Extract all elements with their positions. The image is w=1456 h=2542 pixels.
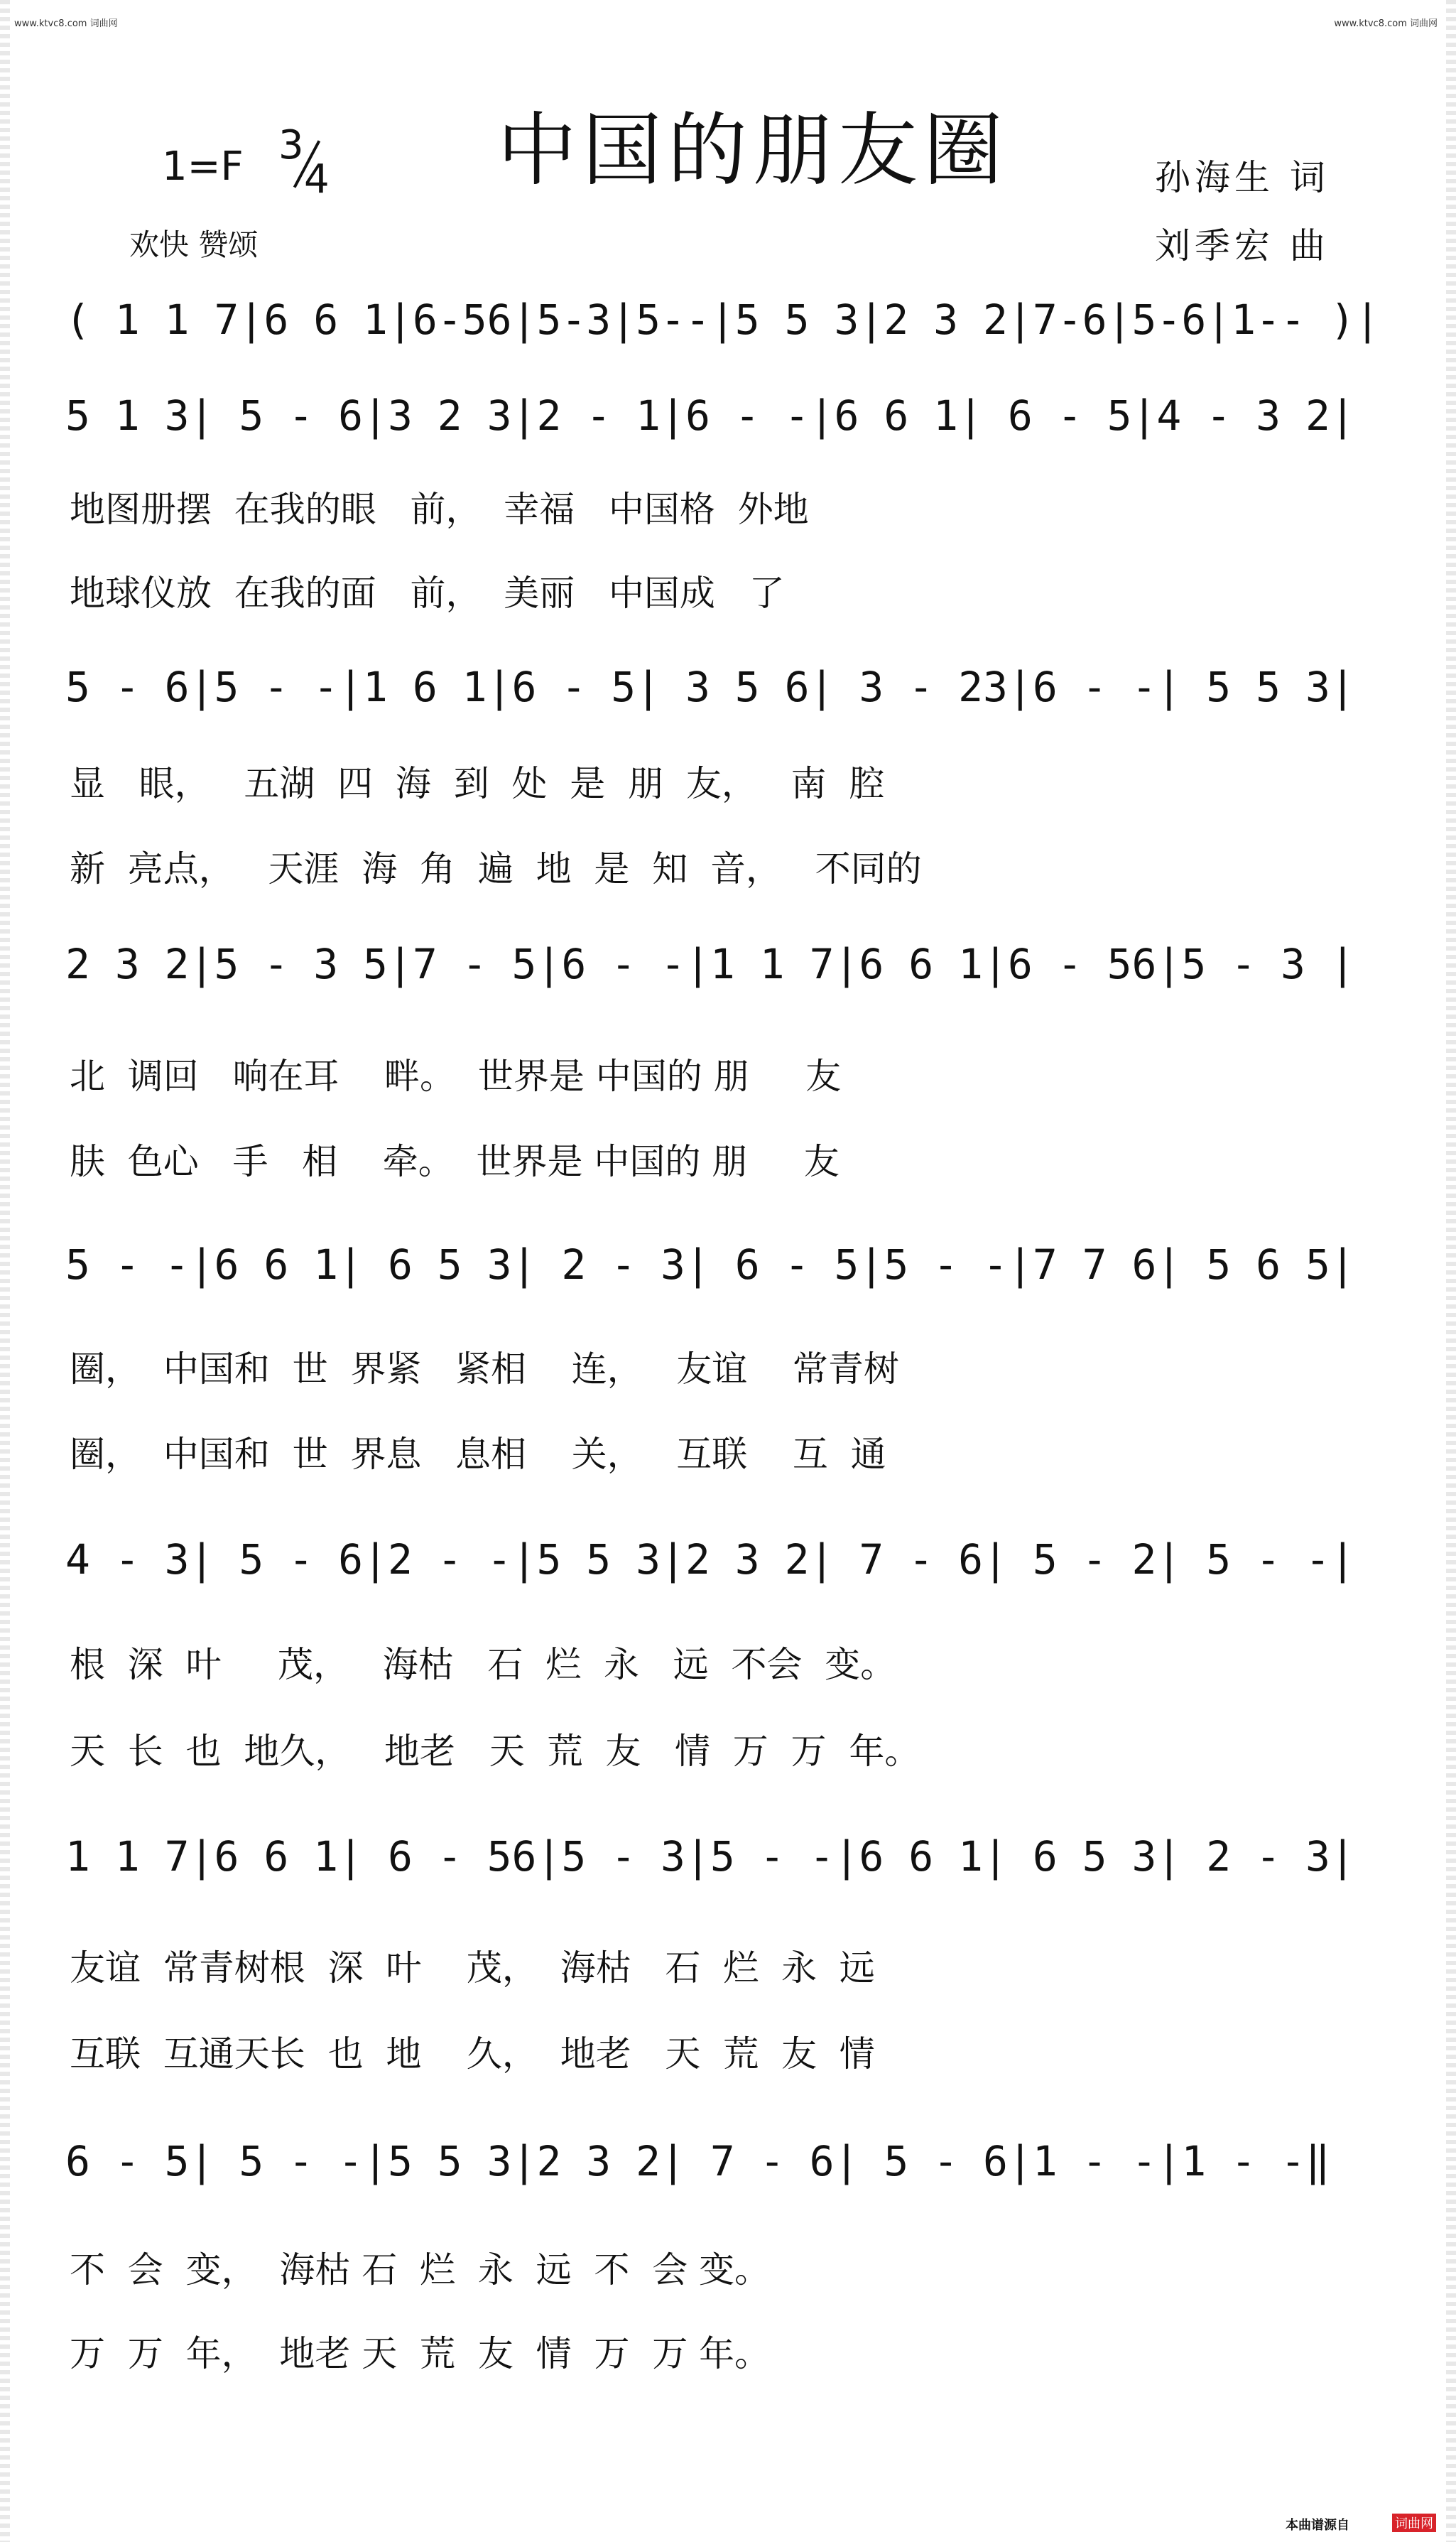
lyric-line-5-1: 圈， 中国和 世 界紧 紧相 连， 友谊 常青树 xyxy=(70,1348,899,1390)
notation-line-6: 4 - 3| 5 - 6|2 - -|5 5 3|2 3 2| 7 - 6| 5 - 2| 5 - -| xyxy=(65,1535,1355,1584)
lyric-line-3-2: 新 亮点， 天涯 海 角 遍 地 是 知 音， 不同的 xyxy=(70,848,922,889)
time-signature xyxy=(278,122,335,207)
footer-source: 本曲谱源自 xyxy=(1286,2518,1349,2533)
lyric-line-4-2: 肤 色心 手 相 牵。 世界是 中国的 朋 友 xyxy=(70,1141,840,1182)
footer-brand: 词曲网 xyxy=(1392,2514,1436,2532)
notation-line-3: 5 - 6|5 - -|1 6 1|6 - 5| 3 5 6| 3 - 23|6 - -| 5 5 3| xyxy=(65,663,1355,711)
lyric-line-7-1: 友谊 常青树根 深 叶 茂， 海枯 石 烂 永 远 xyxy=(70,1947,875,1989)
lyric-line-8-1: 不 会 变， 海枯 石 烂 永 远 不 会 变。 xyxy=(70,2249,771,2290)
lyric-line-8-2: 万 万 年， 地老 天 荒 友 情 万 万 年。 xyxy=(70,2333,771,2374)
notation-line-2: 5 1 3| 5 - 6|3 2 3|2 - 1|6 - -|6 6 1| 6 - 5|4 - 3 2| xyxy=(65,391,1355,440)
watermark-right: www.ktvc8.com 词曲网 xyxy=(1334,18,1438,29)
key-signature: 1=F xyxy=(162,144,244,190)
left-border xyxy=(0,0,10,2542)
notation-line-8: 6 - 5| 5 - -|5 5 3|2 3 2| 7 - 6| 5 - 6|1 - -|1 - -‖ xyxy=(65,2137,1330,2185)
lyric-line-4-1: 北 调回 响在耳 畔。 世界是 中国的 朋 友 xyxy=(70,1056,842,1097)
watermark-left: www.ktvc8.com 词曲网 xyxy=(14,18,118,29)
lyric-line-5-2: 圈， 中国和 世 界息 息相 关， 互联 互 通 xyxy=(70,1434,886,1475)
lyric-line-7-2: 互联 互通天长 也 地 久， 地老 天 荒 友 情 xyxy=(70,2033,875,2075)
time-denominator: 4 xyxy=(304,156,330,202)
song-title: 中国的朋友圈 xyxy=(497,104,1009,197)
right-border xyxy=(1446,0,1456,2542)
lyricist: 孙海生 词 xyxy=(1155,157,1330,198)
lyric-line-2-2: 地球仪放 在我的面 前， 美丽 中国成 了 xyxy=(70,573,785,614)
lyric-line-2-1: 地图册摆 在我的眼 前， 幸福 中国格 外地 xyxy=(70,489,809,530)
lyric-line-6-1: 根 深 叶 茂， 海枯 石 烂 永 远 不会 变。 xyxy=(70,1644,896,1685)
notation-line-4: 2 3 2|5 - 3 5|7 - 5|6 - -|1 1 7|6 6 1|6 - 56|5 - 3 | xyxy=(65,940,1355,988)
lyric-line-6-2: 天 长 也 地久， 地老 天 荒 友 情 万 万 年。 xyxy=(70,1731,920,1772)
notation-line-7: 1 1 7|6 6 1| 6 - 56|5 - 3|5 - -|6 6 1| 6 5 3| 2 - 3| xyxy=(65,1832,1355,1881)
lyric-line-3-1: 显 眼， 五湖 四 海 到 处 是 朋 友， 南 腔 xyxy=(70,763,885,804)
notation-line-1: ( 1 1 7|6 6 1|6-56|5-3|5--|5 5 3|2 3 2|7-6|5-6|1-- )| xyxy=(65,296,1380,344)
tempo-marking: 欢快 赞颂 xyxy=(129,227,259,262)
notation-line-5: 5 - -|6 6 1| 6 5 3| 2 - 3| 6 - 5|5 - -|7 7 6| 5 6 5| xyxy=(65,1240,1355,1289)
composer: 刘季宏 曲 xyxy=(1155,225,1330,266)
time-numerator: 3 xyxy=(278,122,304,168)
